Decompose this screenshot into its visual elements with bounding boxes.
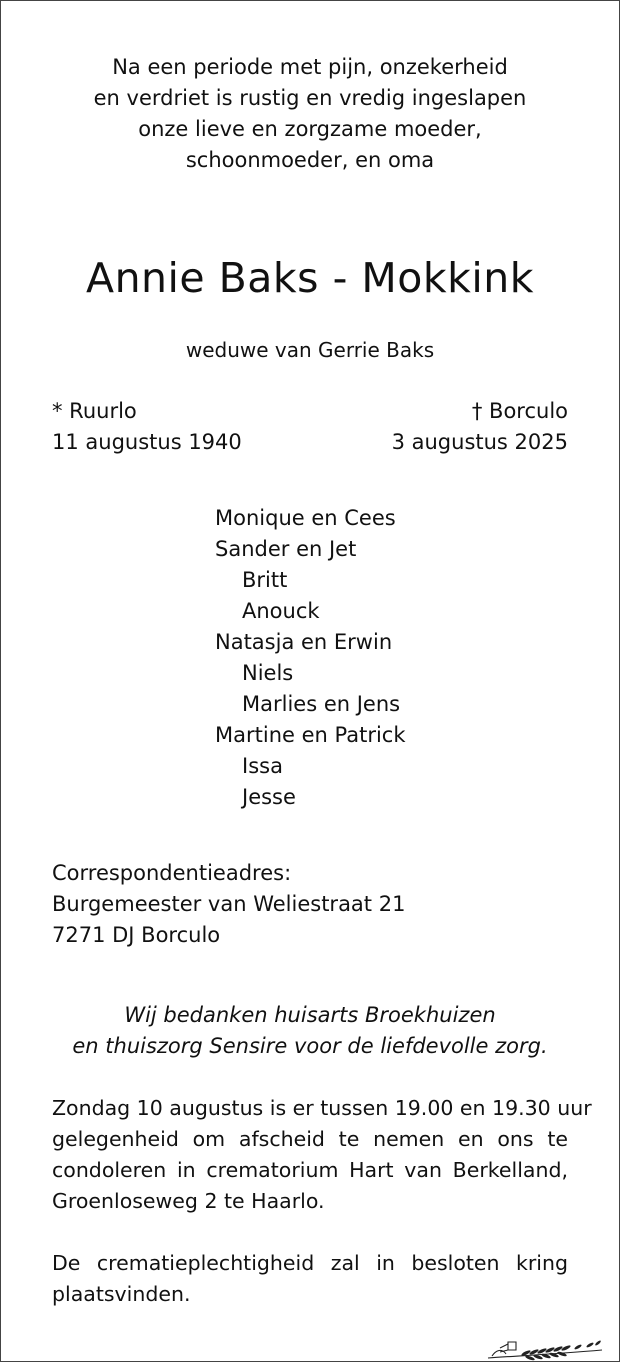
farewell-line: condoleren in crematorium Hart van Berkelland,: [52, 1158, 568, 1182]
birth-place: * Ruurlo: [52, 399, 137, 423]
cremation-line: plaatsvinden.: [52, 1282, 191, 1306]
birth-date: 11 augustus 1940: [52, 430, 242, 454]
widow-line: weduwe van Gerrie Baks: [185, 338, 435, 362]
correspondence-address: [52, 858, 405, 951]
family-member: Sander en Jet: [215, 537, 357, 561]
death-place: † Borculo: [471, 399, 568, 423]
family-member: Issa: [242, 754, 283, 778]
cremation-paragraph: [52, 1248, 568, 1310]
thanks-line: Wij bedanken huisarts Broekhuizen: [124, 1003, 496, 1027]
birth-info: [52, 396, 242, 458]
family-member: Britt: [242, 568, 288, 592]
family-member: Natasja en Erwin: [215, 630, 393, 654]
intro-line: schoonmoeder, en oma: [185, 148, 435, 172]
address-city: 7271 DJ Borculo: [52, 923, 221, 947]
family-member: Martine en Patrick: [215, 723, 406, 747]
farewell-paragraph: [52, 1093, 592, 1217]
family-member: Anouck: [242, 599, 320, 623]
cremation-line: De crematieplechtigheid zal in besloten kring: [52, 1251, 568, 1275]
thanks-text: [0, 1000, 620, 1062]
death-info: [392, 396, 568, 458]
address-street: Burgemeester van Weliestraat 21: [52, 892, 406, 916]
laurel-branch-icon: [486, 1336, 604, 1362]
family-member: Jesse: [242, 785, 296, 809]
farewell-line: gelegenheid om afscheid te nemen en ons te: [52, 1127, 568, 1151]
intro-text: [0, 52, 620, 176]
death-date: 3 augustus 2025: [391, 430, 568, 454]
thanks-line: en thuiszorg Sensire voor de liefdevolle zorg.: [72, 1034, 548, 1058]
farewell-line: Zondag 10 augustus is er tussen 19.00 en 19.30 uur: [52, 1096, 592, 1120]
family-member: Niels: [242, 661, 294, 685]
deceased-name: Annie Baks - Mokkink: [86, 254, 534, 302]
family-member: Monique en Cees: [215, 506, 396, 530]
intro-line: en verdriet is rustig en vredig ingeslapen: [93, 86, 527, 110]
farewell-line: Groenloseweg 2 te Haarlo.: [52, 1189, 325, 1213]
address-heading: Correspondentieadres:: [52, 861, 292, 885]
intro-line: Na een periode met pijn, onzekerheid: [112, 55, 508, 79]
intro-line: onze lieve en zorgzame moeder,: [138, 117, 482, 141]
family-member: Marlies en Jens: [242, 692, 401, 716]
family-list: [215, 503, 406, 813]
